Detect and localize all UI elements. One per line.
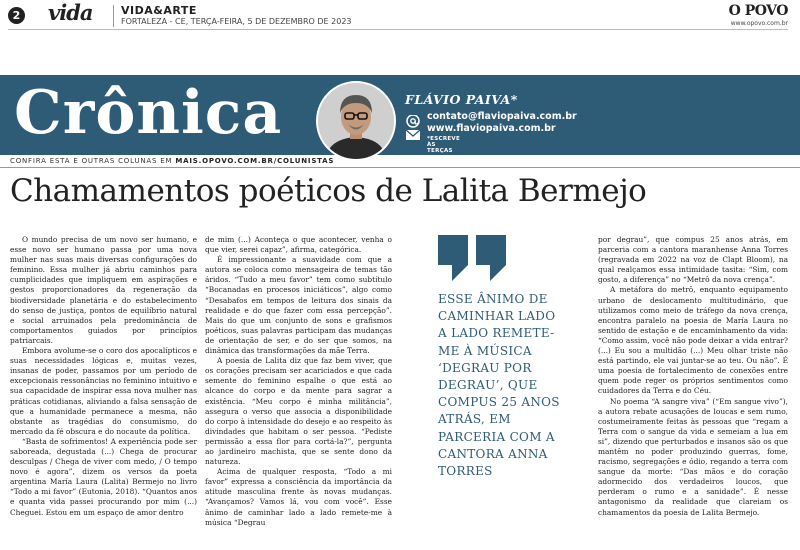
- header-divider: [113, 5, 114, 27]
- pull-quote-text: ESSE ÂNIMO DE CAMINHAR LADO A LADO REMETE-ME À MÚSICA ‘DEGRAU POR DEGRAU’, QUE COMPUS 25 ANOS ATRÁS, EM PARCERIA COM A CANTORA ANNA TORRES: [438, 292, 560, 479]
- divider-rule: [0, 167, 800, 168]
- article-headline: Chamamentos poéticos de Lalita Bermejo: [10, 173, 647, 209]
- column-kicker: Crônica: [14, 78, 283, 148]
- article-column-1: [10, 235, 197, 518]
- page-header: [8, 0, 788, 30]
- quote-icon: [476, 235, 506, 281]
- author-name: FLÁVIO PAIVA*: [405, 92, 518, 107]
- more-columns-link[interactable]: MAIS.OPOVO.COM.BR/COLUNISTAS: [175, 157, 335, 165]
- brand-logo: O POVO: [728, 3, 788, 19]
- page-number: 2: [8, 7, 25, 24]
- column-schedule-note: *ESCREVE ÀS TERÇAS: [427, 136, 461, 154]
- paragraph: No poema “A sangre viva” (“Em sangue vivo”), a autora rebate acusações de loucas e sem rumo, costumeiramente feitas às pessoas que “regam a Terra com o sangue da vida e semeiam a lua em si”, dizendo que perturbados e insanos são os que mantêm no poder produzindo guerras, fome, racismo, segregações e ódio, regando a terra com sangue da morte: “Das mãos e do coração adormecido dos verdadeiros loucos, que perderam o rumo e a sanidade”. É nesse antagonismo da realidade que clareiam os chamamentos da poesia de Lalita Bermejo.: [598, 396, 788, 517]
- article-column-2: [205, 235, 392, 528]
- paragraph: “Basta de sofrimentos! A experiência pode ser saboreada, degustada (...) Chega de procurar desculpas / Chega de viver com medo, / O tempo novo é agora”, dizem os versos da poeta argentina María Laura (Lalita) Bermejo no livro “Todo a mi favor” (Eutonia, 2018). “Quantos anos e quanta vida passei procurando por mim (...) Cheguei. Estou em um espaço de amor dentro: [10, 436, 197, 517]
- paragraph: de mim (...) Aconteça o que acontecer, venha o que vier, serei capaz”, afirma, categórica.: [205, 235, 392, 255]
- author-website[interactable]: www.flaviopaiva.com.br: [427, 123, 556, 134]
- contact-icons: [405, 115, 425, 141]
- paragraph: por degrau”, que compus 25 anos atrás, em parceria com a cantora maranhense Anna Torres (regravada em 2022 na voz de Clapt Bloom), na qual realçamos essa intimidade tasita: “Sim, com gosto, a diferença” no “Metrô da nova crença”.: [598, 235, 788, 285]
- at-icon: [407, 115, 419, 127]
- envelope-icon: [406, 130, 420, 140]
- quote-icon: [438, 235, 468, 281]
- paragraph: O mundo precisa de um novo ser humano, e esse novo ser humano passa por uma nova mulher nas suas mais diversas configurações do feminino. Essa mulher já abriu caminhos para cumplicidades que impliquem em aspirações e gestos proporcionadores da regeneração da biodiversidade planetária e do estabelecimento do senso de justiça, pontos de equilíbrio natural e social arruinados pela predominância de comportamentos guiados por princípios patriarcais.: [10, 235, 197, 345]
- dateline: FORTALEZA - CE, TERÇA-FEIRA, 5 DE DEZEMBRO DE 2023: [121, 17, 352, 26]
- paragraph: Acima de qualquer resposta, “Todo a mi favor” expressa a consciência da importância da atitude masculina frente às novas mudanças. “Avançamos? Vamos lá, vou com você”. Esse ânimo de caminhar lado a lado remete-me à música “Degrau: [205, 467, 392, 527]
- paragraph: A metáfora do metrô, enquanto equipamento urbano de deslocamento multitudinário, que utilizamos como meio de tráfego da nova crença, encontra paralelo na poesia de María Laura no sentido de estação e de encaminhamento da vida: “Como assim, você não pode deixar a vida entrar? (...) Eu sou a multidão (...) Meu olhar triste não está partindo, ele vai juntar-se ao teu. Ou não”. É uma poesia de fortalecimento de conexões entre quem pode reger os próprios sentimentos como cuidadores da Terra e do Céu.: [598, 285, 788, 396]
- paragraph: É impressionante a suavidade com que a autora se coloca como mensageira de temas tão áridos. “Tudo a meu favor” tem como subtítulo “Bocanadas en procesos iniciáticos”, algo como “Desabafos em tempos de leitura dos sinais da realidade e do que fazer com essa percepção”. Mais do que um conjunto de sons e grafismos poéticos, suas palavras participam das mudanças de orientação de ser, e do ser que somos, na dinâmica das transformações da mãe Terra.: [205, 255, 392, 356]
- more-columns-prefix: CONFIRA ESTA E OUTRAS COLUNAS EM: [10, 157, 176, 165]
- section-logo: vida: [48, 0, 93, 25]
- paragraph: Embora avolume-se o coro dos apocalípticos e suas necessidades lógicas e, muitas vezes, insanas de poder, passamos por um período de excepcionais ressonâncias no feminino intuitivo e sua capacidade de inspirar essa nova mulher nas práticas cotidianas, aliviando a falsa sensação de que a humanidade permanece a mesma, não obstante as tragédias do consumismo, do mercado da fé obscura e do nocaute da política.: [10, 346, 197, 436]
- author-email[interactable]: contato@flaviopaiva.com.br: [427, 111, 577, 122]
- author-portrait-icon: [318, 83, 394, 159]
- article-column-3: [598, 235, 788, 518]
- brand-url: www.opovo.com.br: [730, 20, 788, 27]
- author-photo: [316, 81, 396, 161]
- paragraph: A poesia de Lalita diz que faz bem viver, que os corações precisam ser acariciados e que cada semente do feminino espalhe o que está ao alcance do corpo e da mente para sagrar a existência. “Meu corpo é minha militância”, assegura o verso que associa a disponibilidade do corpo à intensidade do desejo e ao respeito às divindades que habitam o ser pessoa. “Pediste permissão a essa flor para cortá-la?”, pergunta ao jardineiro machista, que se sente dono da natureza.: [205, 356, 392, 467]
- more-columns-line: [10, 157, 334, 165]
- section-name: VIDA&ARTE: [121, 4, 197, 17]
